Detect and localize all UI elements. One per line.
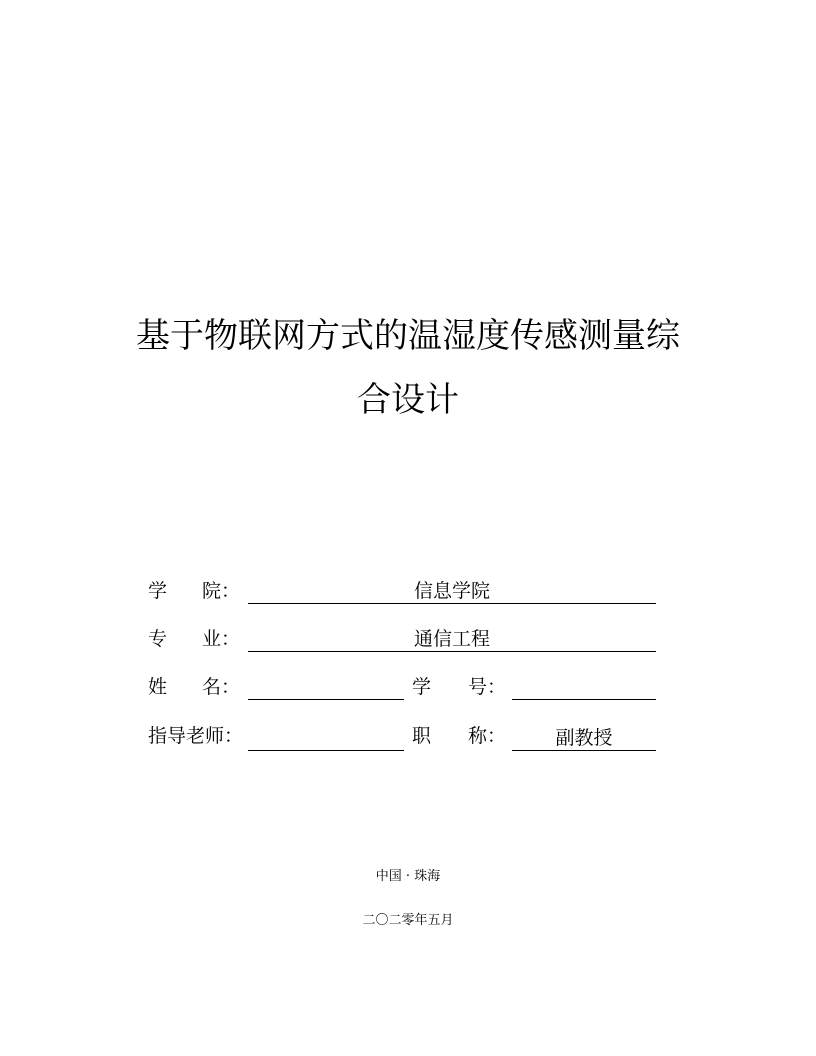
major-field[interactable]: 通信工程 [248, 627, 656, 652]
name-field[interactable] [248, 675, 404, 700]
document-title-line-2: 合设计 [357, 380, 459, 420]
name-label: 姓 名： [148, 676, 240, 698]
student-id-label: 学 号： [412, 676, 506, 698]
footer-date: 二〇二零年五月 [362, 913, 454, 928]
college-label: 学 院： [148, 580, 240, 602]
title-rank-label: 职 称： [412, 725, 506, 747]
advisor-field[interactable] [248, 726, 404, 751]
footer-location: 中国 · 珠海 [375, 869, 441, 884]
student-id-field[interactable] [512, 675, 656, 700]
college-field[interactable]: 信息学院 [248, 579, 656, 604]
advisor-label: 指导老师： [148, 725, 244, 747]
major-label: 专 业： [148, 628, 240, 650]
title-rank-field[interactable]: 副教授 [512, 726, 656, 751]
document-title-line-1: 基于物联网方式的温湿度传感测量综 [136, 316, 680, 356]
